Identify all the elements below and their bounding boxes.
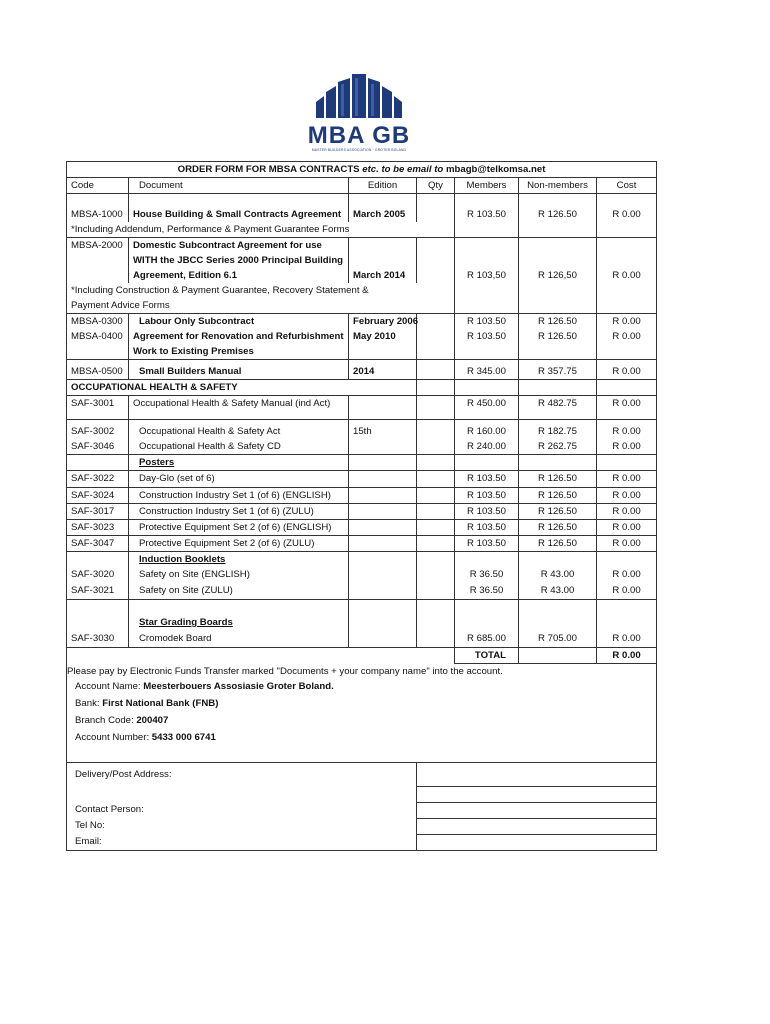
section-heading-row: Induction Booklets	[67, 552, 657, 568]
qty-input[interactable]	[417, 536, 455, 552]
total-label: TOTAL	[455, 647, 519, 663]
table-row: SAF-3023 Protective Equipment Set 2 (of 6) (ENGLISH) R 103.50 R 126.50 R 0.00	[67, 520, 657, 536]
mba-gb-logo	[300, 70, 418, 158]
table-row: SAF-3021 Safety on Site (ZULU) R 36.50 R 43.00 R 0.00	[67, 583, 657, 599]
note-row: Payment Advice Forms	[67, 298, 657, 314]
table-row: MBSA-0500 Small Builders Manual 2014 R 345.00 R 357.75 R 0.00	[67, 360, 657, 380]
qty-input[interactable]	[417, 488, 455, 504]
email-label: Email:	[67, 834, 417, 850]
contact-person-label: Contact Person:	[67, 802, 417, 818]
table-row: SAF-3020 Safety on Site (ENGLISH) R 36.50 R 43.00 R 0.00	[67, 567, 657, 583]
note-row: *Including Addendum, Performance & Payment Guarantee Forms	[67, 222, 657, 238]
table-row: SAF-3047 Protective Equipment Set 2 (of 6) (ZULU) R 103.50 R 126.50 R 0.00	[67, 536, 657, 552]
qty-input[interactable]	[417, 360, 455, 380]
delivery-address-field-2[interactable]	[417, 786, 657, 802]
contact-person-field[interactable]	[417, 802, 657, 818]
account-name: Account Name: Meesterbouers Assosiasie Groter Boland.	[67, 679, 657, 696]
qty-input[interactable]	[417, 329, 455, 344]
qty-input[interactable]	[417, 583, 455, 599]
title-row	[67, 162, 657, 178]
col-edition: Edition	[349, 178, 417, 194]
section-heading-row: Posters	[67, 455, 657, 471]
account-number: Account Number: 5433 000 6741	[67, 730, 657, 747]
col-document: Document	[129, 178, 349, 194]
qty-input[interactable]	[417, 567, 455, 583]
payment-instruction: Please pay by Electronic Funds Transfer marked "Documents + your company name" into the account.	[67, 663, 657, 679]
table-row: MBSA-0400 Agreement for Renovation and Refurbishment May 2010 R 103.50 R 126.50 R 0.00	[67, 329, 657, 344]
column-header-row	[67, 178, 657, 194]
qty-input[interactable]	[417, 396, 455, 420]
payment-row	[67, 713, 657, 730]
qty-input[interactable]	[417, 471, 455, 488]
contact-row	[67, 834, 657, 850]
section-heading-row: OCCUPATIONAL HEALTH & SAFETY	[67, 380, 657, 396]
qty-input[interactable]	[417, 504, 455, 520]
total-value: R 0.00	[597, 647, 657, 663]
delivery-label: Delivery/Post Address:	[67, 762, 417, 786]
table-row: SAF-3017 Construction Industry Set 1 (of 6) (ZULU) R 103.50 R 126.50 R 0.00	[67, 504, 657, 520]
payment-row	[67, 663, 657, 679]
col-nonmembers: Non-members	[519, 178, 597, 194]
table-row: MBSA-0300 Labour Only Subcontract February 2006 R 103.50 R 126.50 R 0.00	[67, 314, 657, 330]
note-row: *Including Construction & Payment Guarantee, Recovery Statement &	[67, 283, 657, 298]
logo-wordmark: MBA GB	[307, 122, 411, 149]
qty-input[interactable]	[417, 238, 455, 254]
col-code: Code	[67, 178, 129, 194]
payment-row	[67, 679, 657, 696]
total-row	[67, 647, 657, 663]
email-field[interactable]	[417, 834, 657, 850]
qty-input[interactable]	[417, 194, 455, 223]
table-row: SAF-3024 Construction Industry Set 1 (of 6) (ENGLISH) R 103.50 R 126.50 R 0.00	[67, 488, 657, 504]
table-row: MBSA-1000 House Building & Small Contracts Agreement March 2005 R 103.50 R 126.50 R 0.00	[67, 194, 657, 223]
col-qty: Qty	[417, 178, 455, 194]
qty-input[interactable]	[417, 439, 455, 455]
col-members: Members	[455, 178, 519, 194]
tel-field[interactable]	[417, 818, 657, 834]
qty-input[interactable]	[417, 520, 455, 536]
col-cost: Cost	[597, 178, 657, 194]
table-row: SAF-3002 Occupational Health & Safety Act 15th R 160.00 R 182.75 R 0.00	[67, 420, 657, 440]
table-row: SAF-3030 Cromodek Board R 685.00 R 705.00 R 0.00	[67, 631, 657, 647]
table-row: MBSA-2000 Domestic Subcontract Agreement for use	[67, 238, 657, 254]
table-row: SAF-3001 Occupational Health & Safety Manual (ind Act) R 450.00 R 482.75 R 0.00	[67, 396, 657, 420]
delivery-address-field[interactable]	[417, 762, 657, 786]
qty-input[interactable]	[417, 420, 455, 440]
order-table: ORDER FORM FOR MBSA CONTRACTS etc. to be email to mbagb@telkomsa.net Code Document Edition Qty Members Non-members Cost MBSA-1000 House Building & Small Contracts Agreement March 2005 R 103.50 R 126.50 R 0.00 *Including Addendum, Performance & Payment Guarantee Forms MBSA-2000 Domestic Subcontract Agreement for use WITH the JBCC Series 2000 Principal Building Agreement, Edition 6.1 March 2014 R 103,50 R 126,50 R 0.00 *Including Construction & Payment Guarantee, Recovery Statement & Payment Advice Forms MBSA-0300 Labour Only Subcontract February 2006 R 103.50 R 126.50 R 0.00 MBSA-0400 Agreement for Renovation and Refurbishment May 2010 R 103.50 R 126.50 R 0.00 Work to Existing Premises MBSA-0500 Small Builders Manual 2014 R 345.00 R 357.75 R 0.00 OCCUPATIONAL HEALTH & SAFETY SAF-3001 Occupational Health & Safety Manual (ind Act) R 450.00 R 482.75 R 0.00 SAF-3002 Occupational Health & Safety Act 15th R 160.00 R 182.75 R 0.00 SAF-3046 Occupational Health & Safety CD R 240.00 R 262.75 R 0.00 Posters SAF-3022 Day-Glo (set of 6) R 103.50 R 126.50 R 0.00 SAF-3024 Construction Industry Set 1 (of 6) (ENGLISH) R 103.50 R 126.50 R 0.00 SAF-3017 Construction Industry Set 1 (of 6) (ZULU) R 103.50 R 126.50 R 0.00 SAF-3023 Protective Equipment Set 2 (of 6) (ENGLISH) R 103.50 R 126.50 R 0.00 SAF-3047 Protective Equipment Set 2 (of 6) (ZULU) R 103.50 R 126.50 R 0.00 Induction Booklets SAF-3020 Safety on Site (ENGLISH) R 36.50 R 43.00 R 0.00 SAF-3021 Safety on Site (ZULU) R 36.50 R 43.00 R 0.00 Star Grading Boards SAF-3030 Cromodek Board R 685.00 R 705.00 R 0.00 TOTAL R 0.00 Please pay by Electronic Funds Transfer marked "Documents + your company name" into the account. Account Name: Meesterbouers Assosiasie Groter Boland. Bank: First National Bank (FNB) Branch Code: 200407 Account Number: 5433 000 6741 Delivery/Post Address: Contact Person: Tel No: Email:	[66, 161, 657, 851]
bank-name: Bank: First National Bank (FNB)	[67, 696, 657, 713]
payment-row	[67, 730, 657, 747]
table-row: SAF-3022 Day-Glo (set of 6) R 103.50 R 126.50 R 0.00	[67, 471, 657, 488]
branch-code: Branch Code: 200407	[67, 713, 657, 730]
table-row: SAF-3046 Occupational Health & Safety CD R 240.00 R 262.75 R 0.00	[67, 439, 657, 455]
tel-label: Tel No:	[67, 818, 417, 834]
contact-row	[67, 818, 657, 834]
building-icon	[300, 70, 418, 122]
section-heading-row: Star Grading Boards	[67, 615, 657, 631]
contact-row	[67, 762, 657, 786]
qty-input[interactable]	[417, 631, 455, 647]
form-title: ORDER FORM FOR MBSA CONTRACTS etc. to be email to mbagb@telkomsa.net	[67, 162, 657, 178]
logo-subtitle: MASTER BUILDERS ASSOCIATION · GROTER BOLAND	[311, 148, 407, 152]
payment-row	[67, 696, 657, 713]
qty-input[interactable]	[417, 314, 455, 330]
contact-row	[67, 802, 657, 818]
